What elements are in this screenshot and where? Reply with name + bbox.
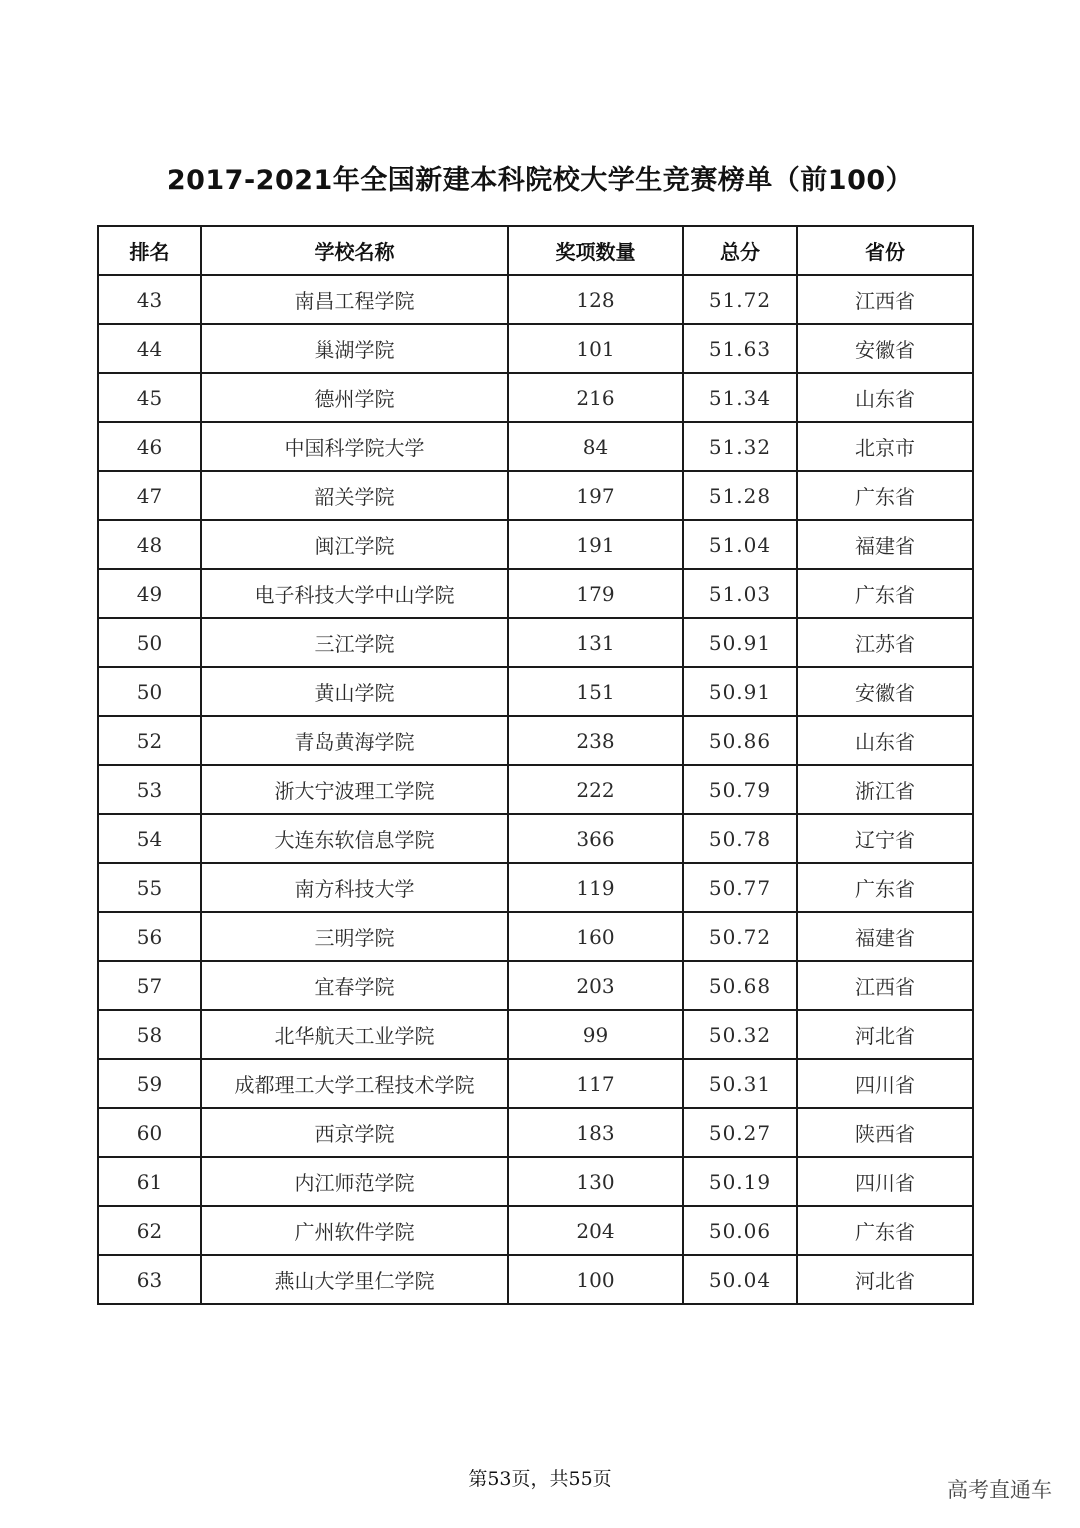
cell-school: 德州学院 [201,373,508,422]
cell-awards: 366 [508,814,683,863]
cell-awards: 99 [508,1010,683,1059]
cell-school: 电子科技大学中山学院 [201,569,508,618]
header-score: 总分 [683,226,797,275]
cell-score: 51.63 [683,324,797,373]
cell-province: 江西省 [797,961,973,1010]
cell-score: 50.77 [683,863,797,912]
cell-rank: 53 [98,765,201,814]
cell-score: 50.04 [683,1255,797,1304]
cell-rank: 45 [98,373,201,422]
cell-province: 安徽省 [797,667,973,716]
cell-province: 福建省 [797,912,973,961]
table-row [98,961,973,1010]
table-row [98,814,973,863]
cell-score: 50.91 [683,667,797,716]
cell-rank: 50 [98,618,201,667]
table-row [98,765,973,814]
cell-rank: 49 [98,569,201,618]
cell-school: 南方科技大学 [201,863,508,912]
cell-province: 河北省 [797,1255,973,1304]
cell-province: 山东省 [797,716,973,765]
cell-province: 广东省 [797,471,973,520]
ranking-table [97,225,974,1305]
cell-score: 50.86 [683,716,797,765]
table-row [98,520,973,569]
cell-rank: 50 [98,667,201,716]
header-province: 省份 [797,226,973,275]
cell-rank: 61 [98,1157,201,1206]
cell-rank: 56 [98,912,201,961]
cell-rank: 43 [98,275,201,324]
cell-score: 51.03 [683,569,797,618]
cell-province: 山东省 [797,373,973,422]
cell-score: 50.06 [683,1206,797,1255]
cell-province: 浙江省 [797,765,973,814]
cell-score: 50.79 [683,765,797,814]
cell-rank: 47 [98,471,201,520]
cell-school: 广州软件学院 [201,1206,508,1255]
cell-rank: 54 [98,814,201,863]
cell-province: 四川省 [797,1059,973,1108]
header-school: 学校名称 [201,226,508,275]
cell-rank: 52 [98,716,201,765]
cell-awards: 216 [508,373,683,422]
table-row [98,1255,973,1304]
cell-province: 广东省 [797,1206,973,1255]
page-footer: 第53页，共55页 [468,1468,612,1490]
table-row [98,1010,973,1059]
table-header-row [98,226,973,275]
cell-awards: 117 [508,1059,683,1108]
cell-score: 51.34 [683,373,797,422]
cell-province: 北京市 [797,422,973,471]
cell-school: 浙大宁波理工学院 [201,765,508,814]
cell-awards: 160 [508,912,683,961]
cell-score: 51.72 [683,275,797,324]
cell-score: 51.28 [683,471,797,520]
cell-province: 广东省 [797,569,973,618]
cell-awards: 100 [508,1255,683,1304]
cell-province: 安徽省 [797,324,973,373]
cell-score: 51.32 [683,422,797,471]
cell-awards: 84 [508,422,683,471]
cell-awards: 151 [508,667,683,716]
cell-awards: 128 [508,275,683,324]
cell-province: 福建省 [797,520,973,569]
table-row [98,716,973,765]
cell-rank: 62 [98,1206,201,1255]
cell-province: 广东省 [797,863,973,912]
cell-awards: 204 [508,1206,683,1255]
cell-score: 50.78 [683,814,797,863]
cell-school: 韶关学院 [201,471,508,520]
watermark: 高考直通车 [947,1478,1052,1502]
cell-rank: 58 [98,1010,201,1059]
cell-school: 燕山大学里仁学院 [201,1255,508,1304]
table-row [98,1157,973,1206]
table-row [98,422,973,471]
cell-score: 50.91 [683,618,797,667]
cell-school: 黄山学院 [201,667,508,716]
cell-awards: 197 [508,471,683,520]
table-row [98,618,973,667]
cell-school: 闽江学院 [201,520,508,569]
cell-awards: 191 [508,520,683,569]
cell-awards: 131 [508,618,683,667]
cell-school: 三明学院 [201,912,508,961]
cell-school: 成都理工大学工程技术学院 [201,1059,508,1108]
cell-school: 西京学院 [201,1108,508,1157]
cell-school: 北华航天工业学院 [201,1010,508,1059]
cell-rank: 59 [98,1059,201,1108]
cell-score: 50.31 [683,1059,797,1108]
cell-awards: 203 [508,961,683,1010]
table-body [98,275,973,1304]
cell-school: 大连东软信息学院 [201,814,508,863]
table-row [98,1108,973,1157]
cell-province: 河北省 [797,1010,973,1059]
cell-score: 50.27 [683,1108,797,1157]
table-row [98,667,973,716]
cell-awards: 183 [508,1108,683,1157]
table-row [98,275,973,324]
cell-awards: 101 [508,324,683,373]
cell-school: 南昌工程学院 [201,275,508,324]
cell-score: 50.72 [683,912,797,961]
cell-rank: 57 [98,961,201,1010]
cell-province: 江西省 [797,275,973,324]
cell-rank: 46 [98,422,201,471]
cell-score: 50.68 [683,961,797,1010]
table-row [98,324,973,373]
cell-province: 陕西省 [797,1108,973,1157]
cell-rank: 55 [98,863,201,912]
cell-school: 中国科学院大学 [201,422,508,471]
cell-awards: 238 [508,716,683,765]
cell-rank: 48 [98,520,201,569]
table-row [98,912,973,961]
page-title: 2017-2021年全国新建本科院校大学生竞赛榜单（前100） [166,165,914,196]
cell-school: 宜春学院 [201,961,508,1010]
table-row [98,1206,973,1255]
table-row [98,373,973,422]
cell-school: 巢湖学院 [201,324,508,373]
cell-awards: 222 [508,765,683,814]
cell-school: 青岛黄海学院 [201,716,508,765]
cell-school: 内江师范学院 [201,1157,508,1206]
cell-awards: 130 [508,1157,683,1206]
cell-school: 三江学院 [201,618,508,667]
cell-rank: 60 [98,1108,201,1157]
header-rank: 排名 [98,226,201,275]
table-row [98,1059,973,1108]
table-row [98,471,973,520]
cell-score: 50.19 [683,1157,797,1206]
table-row [98,569,973,618]
cell-score: 51.04 [683,520,797,569]
cell-score: 50.32 [683,1010,797,1059]
cell-province: 辽宁省 [797,814,973,863]
cell-awards: 179 [508,569,683,618]
cell-awards: 119 [508,863,683,912]
cell-province: 江苏省 [797,618,973,667]
cell-province: 四川省 [797,1157,973,1206]
header-awards: 奖项数量 [508,226,683,275]
cell-rank: 44 [98,324,201,373]
table-row [98,863,973,912]
cell-rank: 63 [98,1255,201,1304]
